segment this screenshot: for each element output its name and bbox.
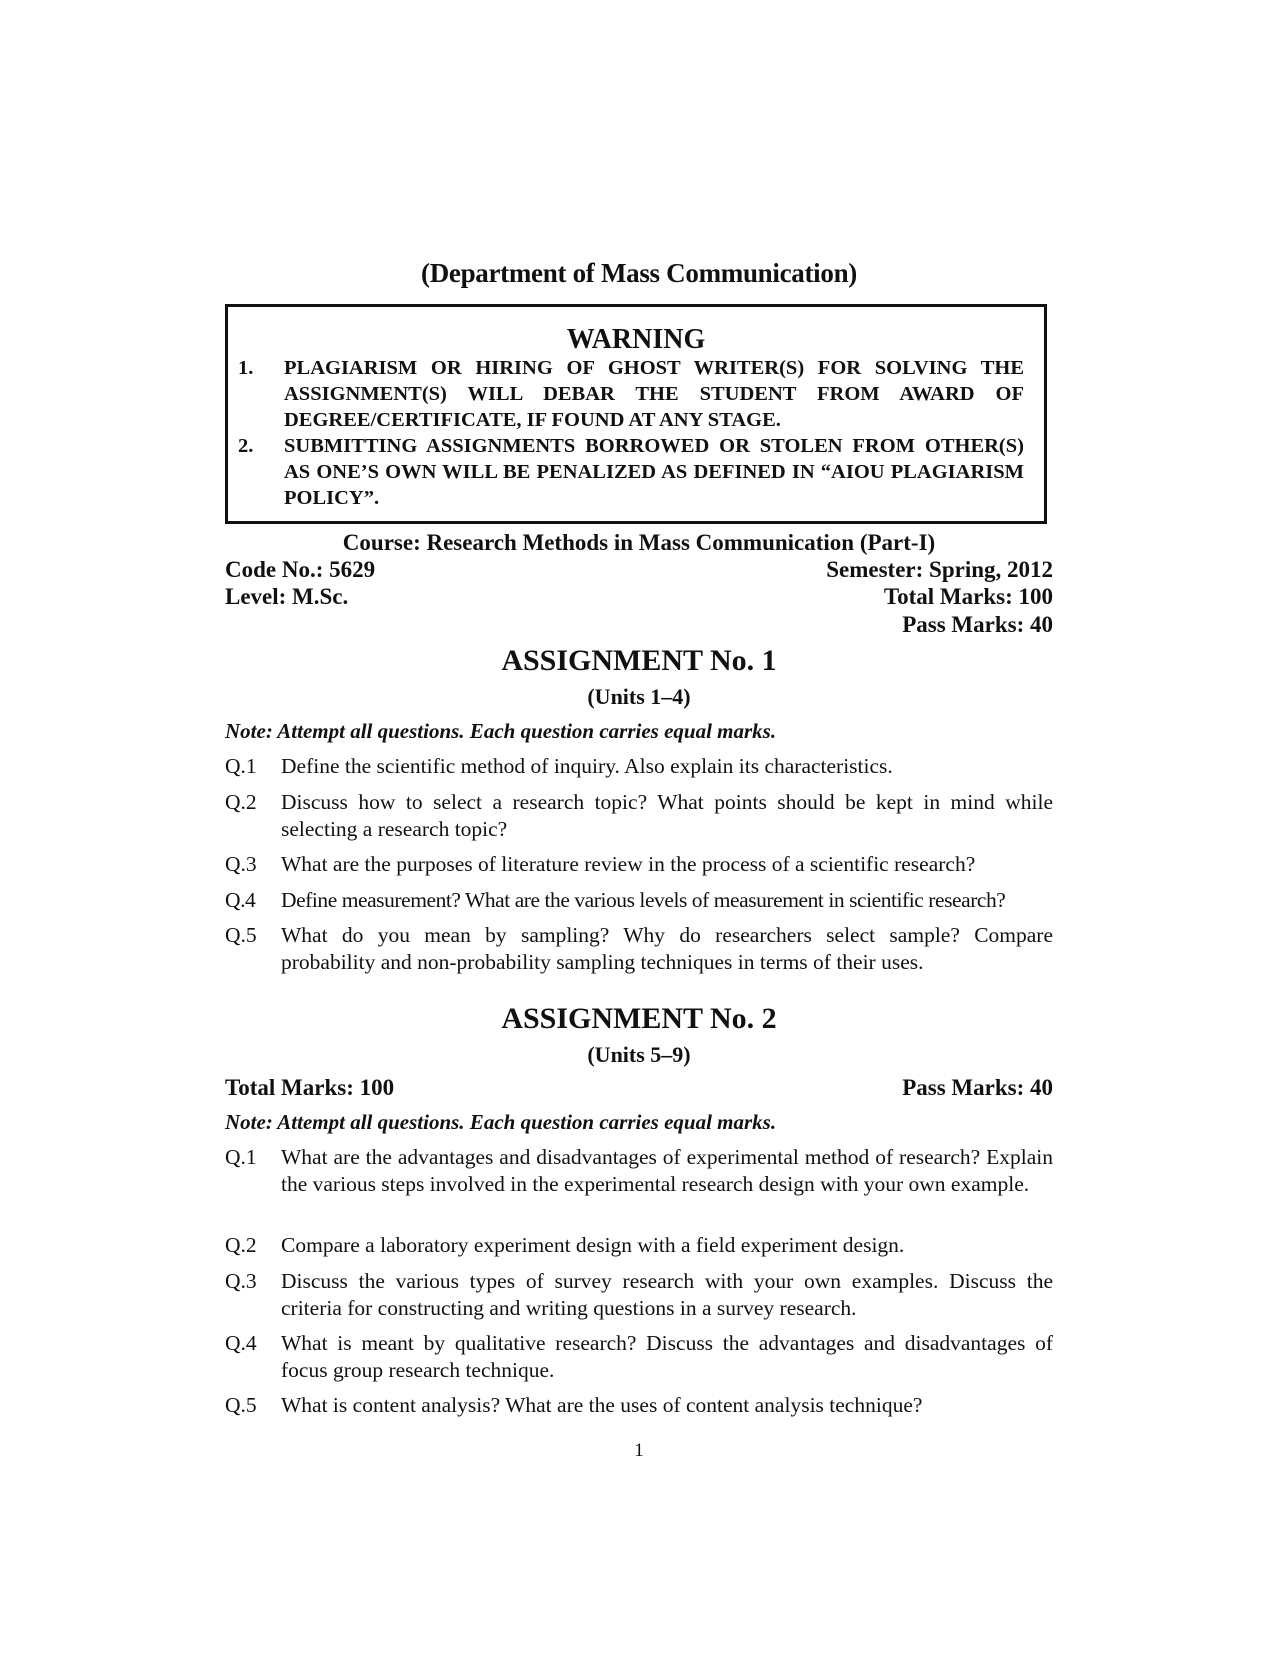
question-number: Q.2 [225, 790, 257, 814]
question-number: Q.5 [225, 923, 257, 947]
question-number: Q.1 [225, 754, 257, 778]
question-item [225, 1268, 1053, 1321]
question-text: What do you mean by sampling? Why do researchers select sample? Compare probability and non-probability sampling techniques in terms of their uses. [281, 923, 1053, 974]
question-text: Define measurement? What are the various levels of measurement in scientific research? [281, 888, 1006, 912]
question-text: Discuss how to select a research topic? What points should be kept in mind while selecting a research topic? [281, 790, 1053, 841]
question-number: Q.4 [225, 888, 256, 912]
question-text: Discuss the various types of survey research with your own examples. Discuss the criteria for constructing and writing questions in a survey research. [281, 1269, 1053, 1320]
total-marks: Total Marks: 100 [225, 1075, 395, 1100]
warning-item-text: SUBMITTING ASSIGNMENTS BORROWED OR STOLEN FROM OTHER(S) AS ONE’S OWN WILL BE PENALIZED AS DEFINED IN “AIOU PLAGIARISM POLICY”. [284, 435, 1024, 509]
warning-item-number: 1. [238, 357, 254, 379]
assignment-units: (Units 5–9) [587, 1042, 691, 1067]
pass-marks: Pass Marks: 40 [902, 612, 1053, 637]
question-item [225, 1232, 1053, 1259]
assignment-title: ASSIGNMENT No. 2 [501, 1002, 777, 1035]
course-level: Level: M.Sc. [225, 584, 349, 609]
question-number: Q.4 [225, 1331, 257, 1355]
question-number: Q.5 [225, 1393, 257, 1417]
warning-box [225, 304, 1047, 524]
question-number: Q.1 [225, 1145, 257, 1169]
warning-title: WARNING [566, 324, 706, 355]
question-number: Q.3 [225, 1269, 257, 1293]
question-text: What are the purposes of literature review in the process of a scientific research? [281, 852, 976, 876]
warning-item-number: 2. [238, 435, 254, 457]
question-text: Compare a laboratory experiment design with a field experiment design. [281, 1233, 905, 1257]
question-item [225, 922, 1053, 975]
assignment-note: Note: Attempt all questions. Each question carries equal marks. [225, 1110, 777, 1134]
page-number: 1 [634, 1440, 644, 1461]
question-text: Define the scientific method of inquiry. Also explain its characteristics. [281, 754, 893, 778]
pass-marks: Pass Marks: 40 [902, 1075, 1053, 1100]
question-item [225, 887, 1053, 914]
question-text: What are the advantages and disadvantages of experimental method of research? Explain the various steps involved in the experimental research design with your own example. [281, 1145, 1053, 1196]
question-item [225, 789, 1053, 842]
question-number: Q.3 [225, 852, 257, 876]
question-number: Q.2 [225, 1233, 257, 1257]
semester: Semester: Spring, 2012 [826, 557, 1053, 582]
question-text: What is content analysis? What are the uses of content analysis technique? [281, 1393, 923, 1417]
assignment-title: ASSIGNMENT No. 1 [501, 644, 777, 677]
question-item [225, 1144, 1053, 1197]
question-text: What is meant by qualitative research? Discuss the advantages and disadvantages of focus group research technique. [281, 1331, 1053, 1382]
course-title: Course: Research Methods in Mass Communication (Part-I) [342, 530, 936, 555]
assignment-units: (Units 1–4) [587, 684, 691, 709]
assignment-note: Note: Attempt all questions. Each question carries equal marks. [225, 719, 777, 743]
warning-item-text: PLAGIARISM OR HIRING OF GHOST WRITER(S) FOR SOLVING THE ASSIGNMENT(S) WILL DEBAR THE STUDENT FROM AWARD OF DEGREE/CERTIFICATE, IF FOUND AT ANY STAGE. [284, 357, 1024, 431]
warning-item [228, 355, 1044, 433]
course-code: Code No.: 5629 [225, 557, 376, 582]
question-item [225, 851, 1053, 878]
question-item [225, 1330, 1053, 1383]
warning-item [228, 433, 1044, 511]
department-heading: (Department of Mass Communication) [421, 258, 857, 288]
question-item [225, 753, 1053, 780]
total-marks: Total Marks: 100 [883, 584, 1053, 609]
question-item [225, 1392, 1053, 1419]
